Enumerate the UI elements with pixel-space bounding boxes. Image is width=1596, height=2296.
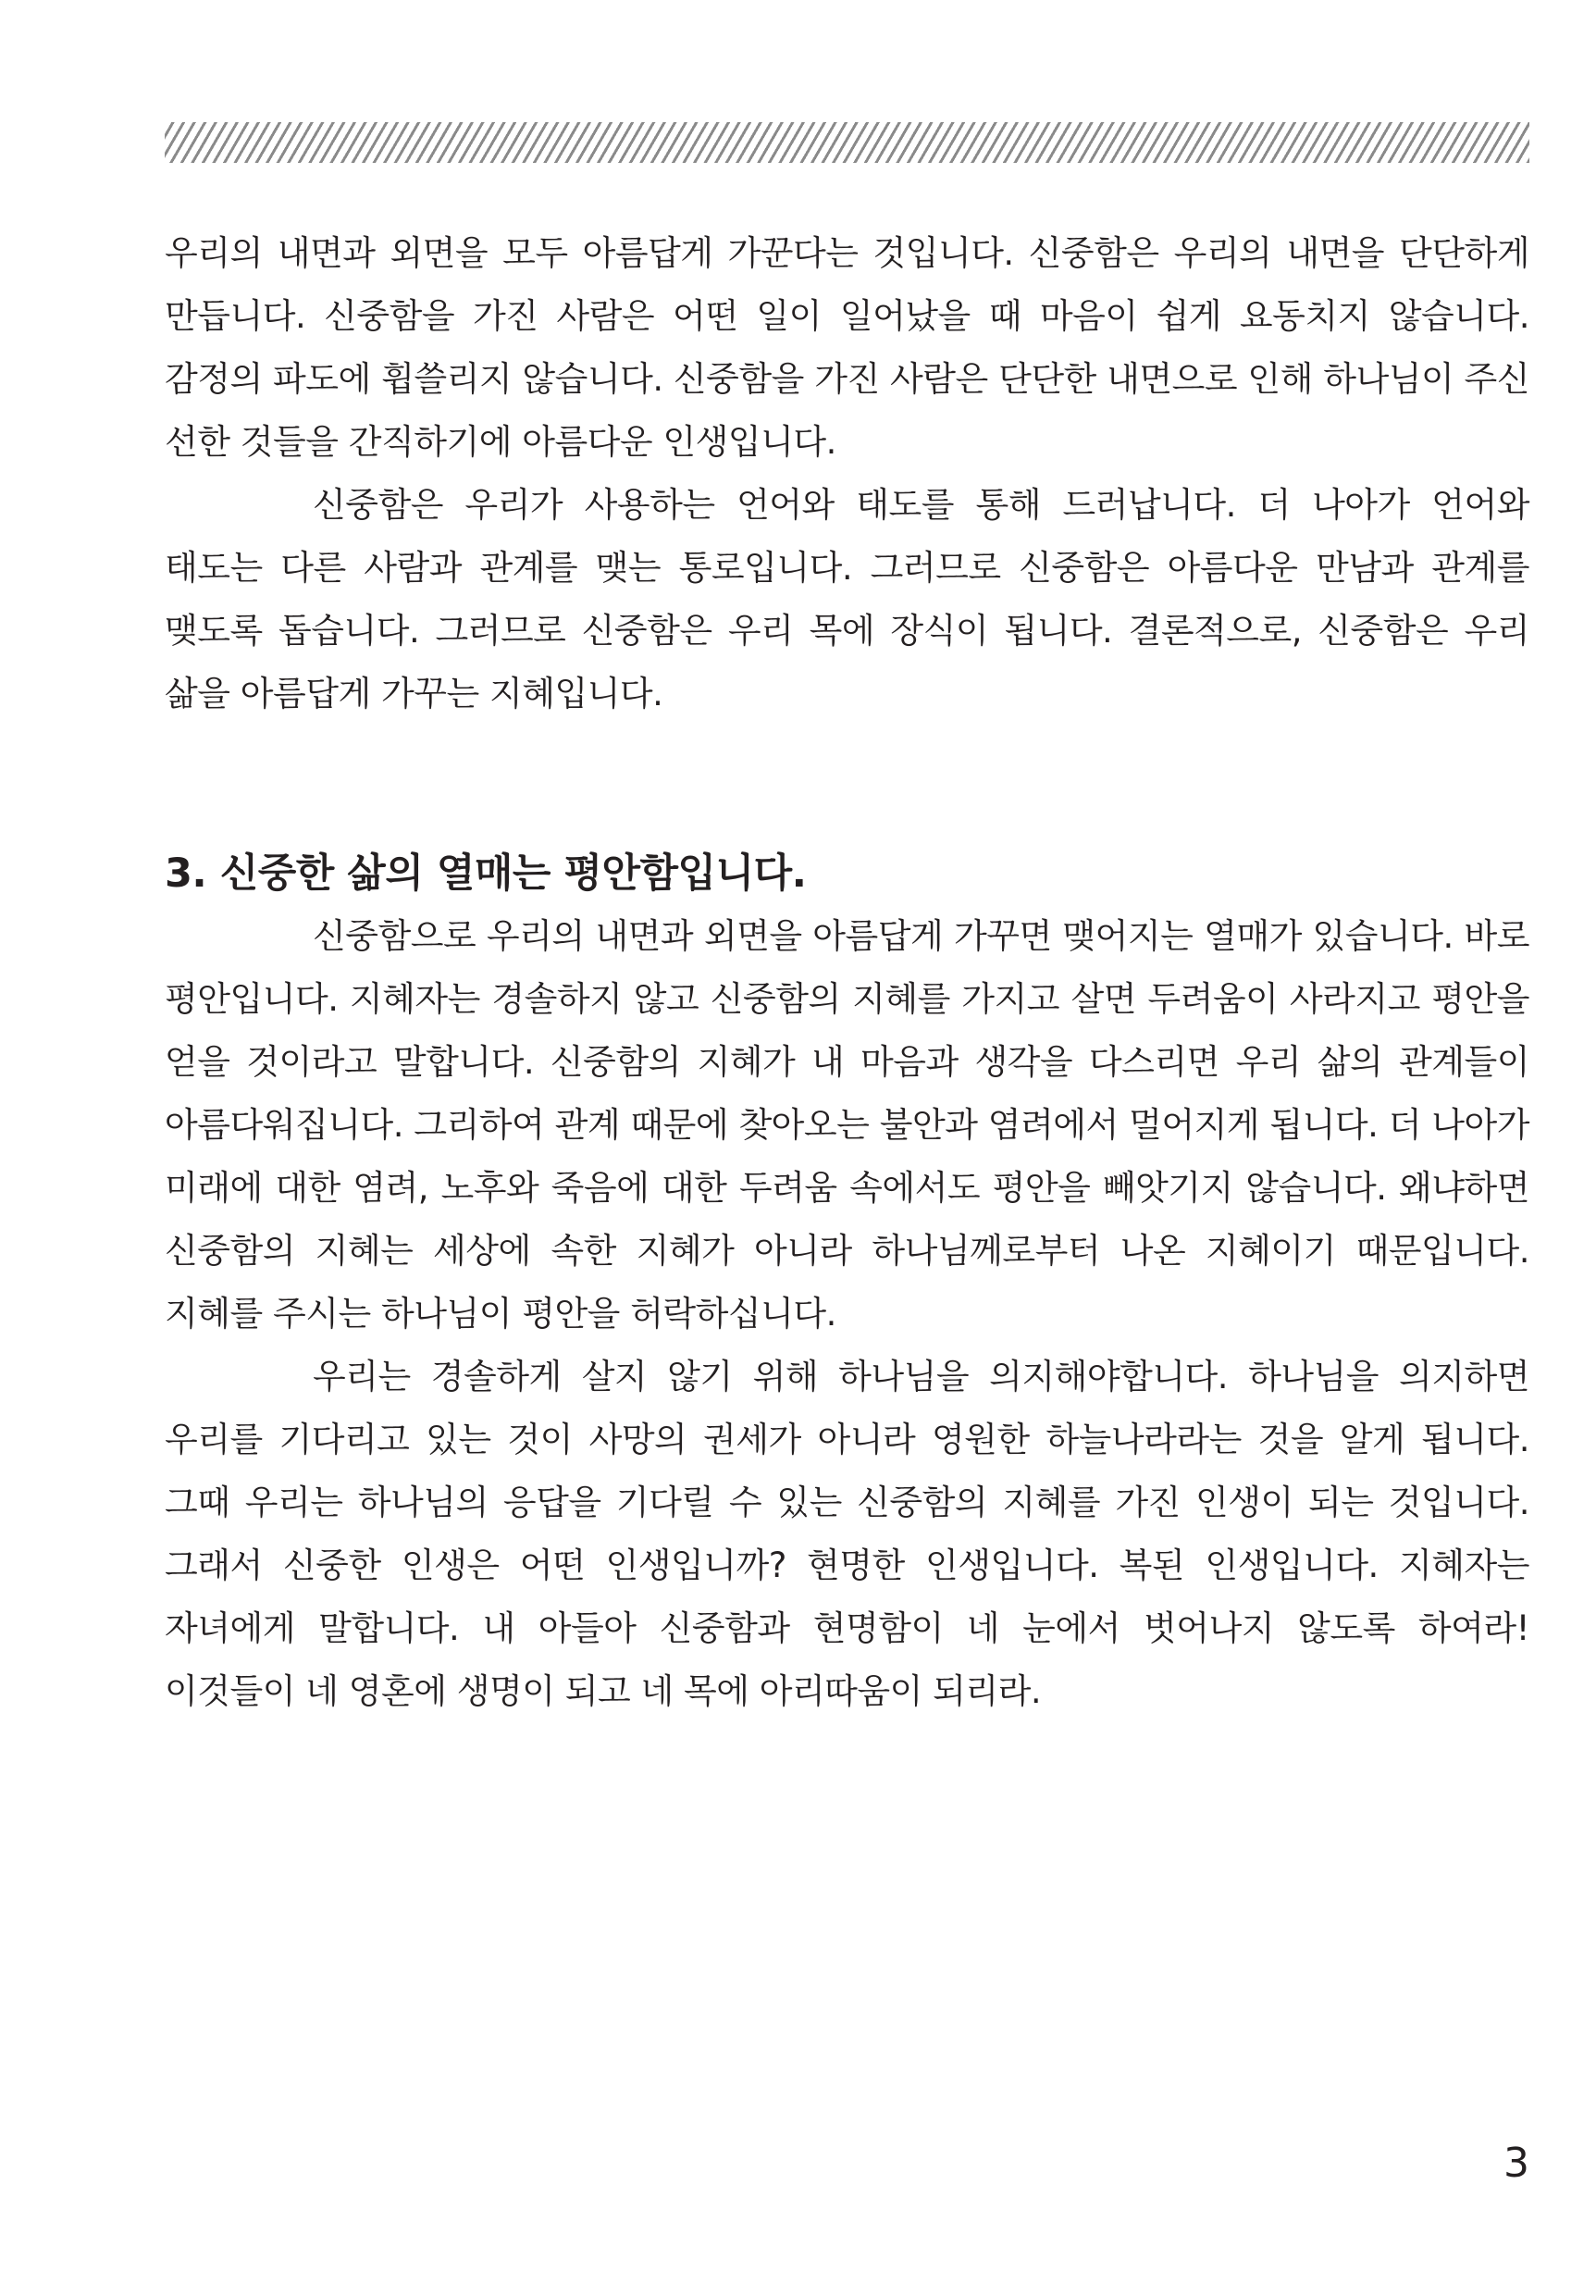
section-3-paragraph-2: 우리는 경솔하게 살지 않기 위해 하나님을 의지해야합니다. 하나님을 의지하면 우리를 기다리고 있는 것이 사망의 권세가 아니라 영원한 하늘나라라는 것을 알게 됩니다. 그때 우리는 하나님의 응답을 기다릴 수 있는 신중함의 지혜를 가진 인생이 되는 것입니다. 그래서 신중한 인생은 어떤 인생입니까? 현명한 인생입니다. 복된 인생입니다. 지혜자는 자녀에게 말합니다. 내 아들아 신중함과 현명함이 네 눈에서 벗어나지 않도록 하여라! 이것들이 네 영혼에 생명이 되고 네 목에 아리따움이 되리라.: [165, 1357, 1529, 1711]
page-content: [165, 222, 1529, 1723]
section-3-paragraph-1: 신중함으로 우리의 내면과 외면을 아름답게 가꾸면 맺어지는 열매가 있습니다. 바로 평안입니다. 지혜자는 경솔하지 않고 신중함의 지혜를 가지고 살면 두려움이 사라지고 평안을 얻을 것이라고 말합니다. 신중함의 지혜가 내 마음과 생각을 다스리면 우리 삶의 관계들이 아름다워집니다. 그리하여 관계 때문에 찾아오는 불안과 염려에서 멀어지게 됩니다. 더 나아가 미래에 대한 염려, 노후와 죽음에 대한 두려움 속에서도 평안을 빼앗기지 않습니다. 왜냐하면 신중함의 지혜는 세상에 속한 지혜가 아니라 하나님께로부터 나온 지혜이기 때문입니다. 지혜를 주시는 하나님이 평안을 허락하십니다.: [165, 916, 1529, 1334]
section-2-paragraph-1: 우리의 내면과 외면을 모두 아름답게 가꾼다는 것입니다. 신중함은 우리의 내면을 단단하게 만듭니다. 신중함을 가진 사람은 어떤 일이 일어났을 때 마음이 쉽게 요동치지 않습니다. 감정의 파도에 휩쓸리지 않습니다. 신중함을 가진 사람은 단단한 내면으로 인해 하나님이 주신 선한 것들을 간직하기에 아름다운 인생입니다.: [165, 233, 1529, 462]
section-2-paragraph-2: 신중함은 우리가 사용하는 언어와 태도를 통해 드러납니다. 더 나아가 언어와 태도는 다른 사람과 관계를 맺는 통로입니다. 그러므로 신중함은 아름다운 만남과 관계를 맺도록 돕습니다. 그러므로 신중함은 우리 목에 장식이 됩니다. 결론적으로, 신중함은 우리 삶을 아름답게 가꾸는 지혜입니다.: [165, 485, 1529, 714]
page-number: 3: [1503, 2140, 1529, 2187]
header-hatch-band: [165, 122, 1529, 163]
section-spacer: [165, 726, 1529, 842]
section-3-heading: 3. 신중한 삶의 열매는 평안함입니다.: [165, 850, 807, 897]
